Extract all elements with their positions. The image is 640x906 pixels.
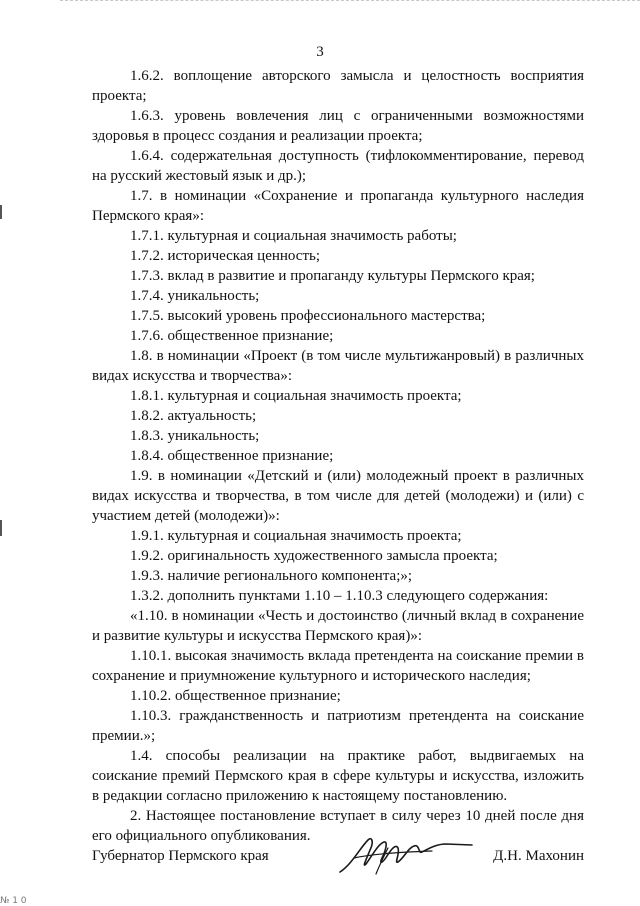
paragraph: 1.10.3. гражданственность и патриотизм претендента на соискание премии.»; (92, 708, 584, 744)
document-body (92, 66, 584, 846)
paragraph: 1.7.5. высокий уровень профессионального мастерства; (130, 308, 486, 324)
paragraph: 1.10.2. общественное признание; (130, 688, 341, 704)
paragraph: 1.8.1. культурная и социальная значимость проекта; (130, 388, 462, 404)
handwritten-signature (332, 834, 482, 880)
paragraph: 1.7.6. общественное признание; (130, 328, 334, 344)
paragraph: «1.10. в номинации «Честь и достоинство (личный вклад в сохранение и развитие культуры и искусства Пермского края)»: (92, 608, 584, 644)
paragraph: 1.9.3. наличие регионального компонента;»; (130, 568, 413, 584)
paragraph: 2. Настоящее постановление вступает в силу через 10 дней после дня его официального опубликования. (92, 808, 584, 844)
paragraph: 1.4. способы реализации на практике работ, выдвигаемых на соискание премий Пермского края в сфере культуры и искусства, изложить в редакции согласно приложению к настоящему постановлению. (92, 748, 584, 804)
scan-left-edge-mark (0, 520, 2, 536)
paragraph: 1.7. в номинации «Сохранение и пропаганда культурного наследия Пермского края»: (92, 188, 584, 224)
paragraph: 1.7.3. вклад в развитие и пропаганду культуры Пермского края; (130, 268, 535, 284)
page-number: 3 (316, 44, 324, 60)
paragraph: 1.3.2. дополнить пунктами 1.10 – 1.10.3 следующего содержания: (130, 588, 549, 604)
paragraph: 1.8.3. уникальность; (130, 428, 260, 444)
paragraph: 1.7.1. культурная и социальная значимость работы; (130, 228, 457, 244)
paragraph: 1.9. в номинации «Детский и (или) молодежный проект в различных видах искусства и творчества, в том числе для детей (молодежи) и (или) с участием детей (молодежи)»: (92, 468, 584, 524)
paragraph: 1.8.2. актуальность; (130, 408, 257, 424)
paragraph: 1.6.2. воплощение авторского замысла и целостность восприятия проекта; (92, 68, 584, 104)
paragraph: 1.7.2. историческая ценность; (130, 248, 321, 264)
paragraph: 1.10.1. высокая значимость вклада претендента на соискание премии в сохранение и приумножение культурного и исторического наследия; (92, 648, 584, 684)
scan-top-edge (60, 0, 640, 1)
paragraph: 1.8. в номинации «Проект (в том числе мультижанровый) в различных видах искусства и творчества»: (92, 348, 584, 384)
paragraph: 1.6.4. содержательная доступность (тифлокомментирование, перевод на русский жестовый язык и др.); (92, 148, 584, 184)
scan-bottom-marker: № 1 0 (0, 896, 27, 906)
scan-left-edge-mark (0, 205, 2, 219)
signature-block (92, 848, 584, 878)
paragraph: 1.9.2. оригинальность художественного замысла проекта; (130, 548, 498, 564)
paragraph: 1.9.1. культурная и социальная значимость проекта; (130, 528, 462, 544)
paragraph: 1.6.3. уровень вовлечения лиц с ограниченными возможностями здоровья в процесс создания и реализации проекта; (92, 108, 584, 144)
signatory-name: Д.Н. Махонин (493, 848, 584, 864)
paragraph: 1.8.4. общественное признание; (130, 448, 334, 464)
paragraph: 1.7.4. уникальность; (130, 288, 260, 304)
signatory-position: Губернатор Пермского края (92, 848, 269, 864)
